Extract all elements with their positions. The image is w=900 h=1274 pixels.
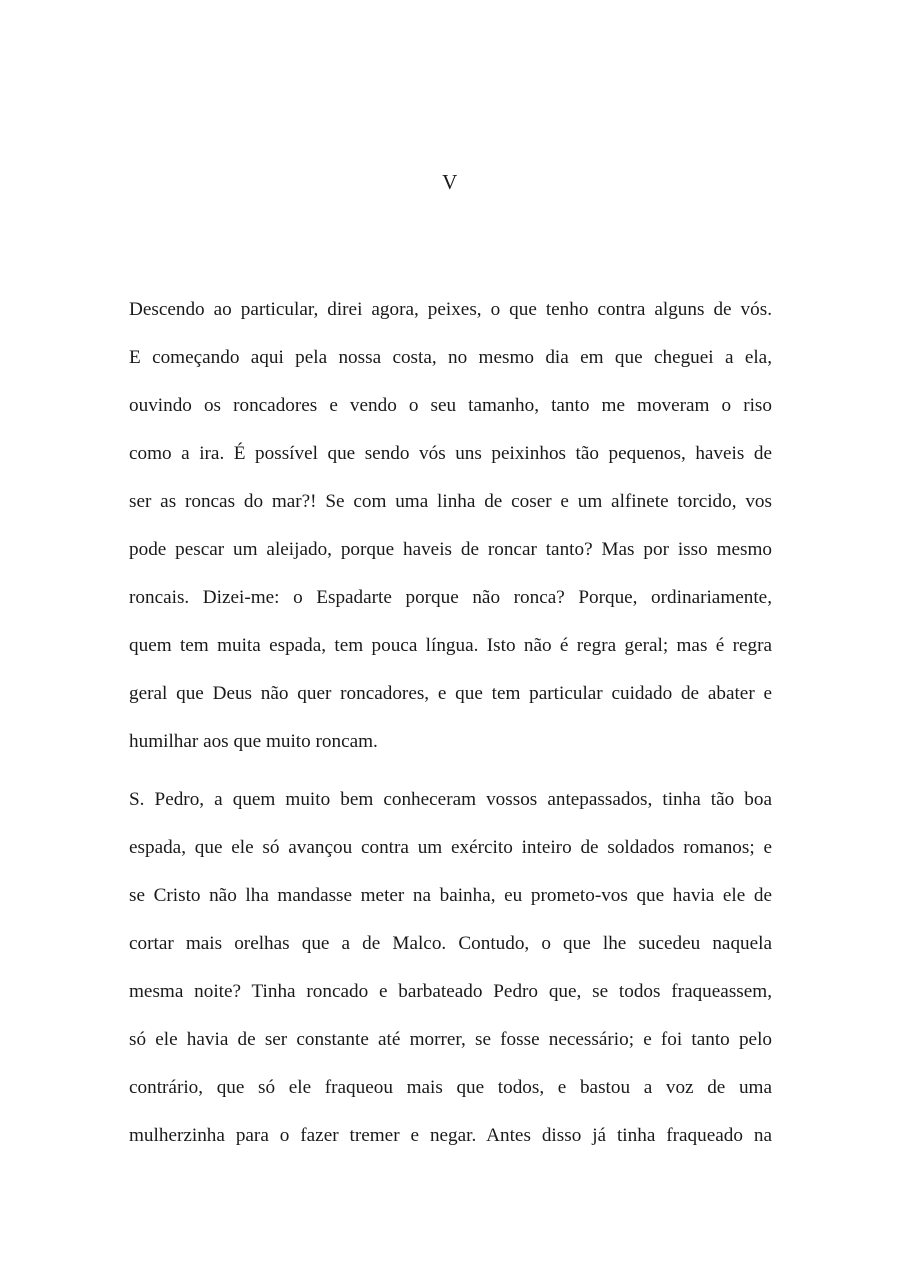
text-line: só ele havia de ser constante até morrer, se fosse necessário; e foi tanto pelo: [129, 1029, 772, 1050]
text-line: cortar mais orelhas que a de Malco. Contudo, o que lhe sucedeu naquela: [129, 933, 772, 954]
text-line: ser as roncas do mar?! Se com uma linha de coser e um alfinete torcido, vos: [129, 491, 772, 512]
text-line: mesma noite? Tinha roncado e barbateado Pedro que, se todos fraqueassem,: [129, 981, 772, 1002]
text-line: espada, que ele só avançou contra um exército inteiro de soldados romanos; e: [129, 837, 772, 858]
text-line: Descendo ao particular, direi agora, peixes, o que tenho contra alguns de vós.: [129, 299, 772, 320]
text-line: como a ira. É possível que sendo vós uns peixinhos tão pequenos, haveis de: [129, 443, 772, 464]
text-line: contrário, que só ele fraqueou mais que todos, e bastou a voz de uma: [129, 1077, 772, 1098]
text-line: E começando aqui pela nossa costa, no mesmo dia em que cheguei a ela,: [129, 347, 772, 368]
text-line: pode pescar um aleijado, porque haveis de roncar tanto? Mas por isso mesmo: [129, 539, 772, 560]
text-line: roncais. Dizei-me: o Espadarte porque não ronca? Porque, ordinariamente,: [129, 587, 772, 608]
text-line: S. Pedro, a quem muito bem conheceram vossos antepassados, tinha tão boa: [129, 789, 772, 810]
text-line: humilhar aos que muito roncam.: [129, 731, 378, 752]
text-line: geral que Deus não quer roncadores, e que tem particular cuidado de abater e: [129, 683, 772, 704]
body-text: [129, 290, 772, 1164]
text-line: mulherzinha para o fazer tremer e negar. Antes disso já tinha fraqueado na: [129, 1125, 772, 1146]
text-line: quem tem muita espada, tem pouca língua. Isto não é regra geral; mas é regra: [129, 635, 772, 656]
chapter-heading: V: [442, 170, 458, 194]
paragraph-2: [129, 780, 772, 1164]
text-line: se Cristo não lha mandasse meter na bainha, eu prometo-vos que havia ele de: [129, 885, 772, 906]
text-line: ouvindo os roncadores e vendo o seu tamanho, tanto me moveram o riso: [129, 395, 772, 416]
paragraph-1: [129, 290, 772, 770]
